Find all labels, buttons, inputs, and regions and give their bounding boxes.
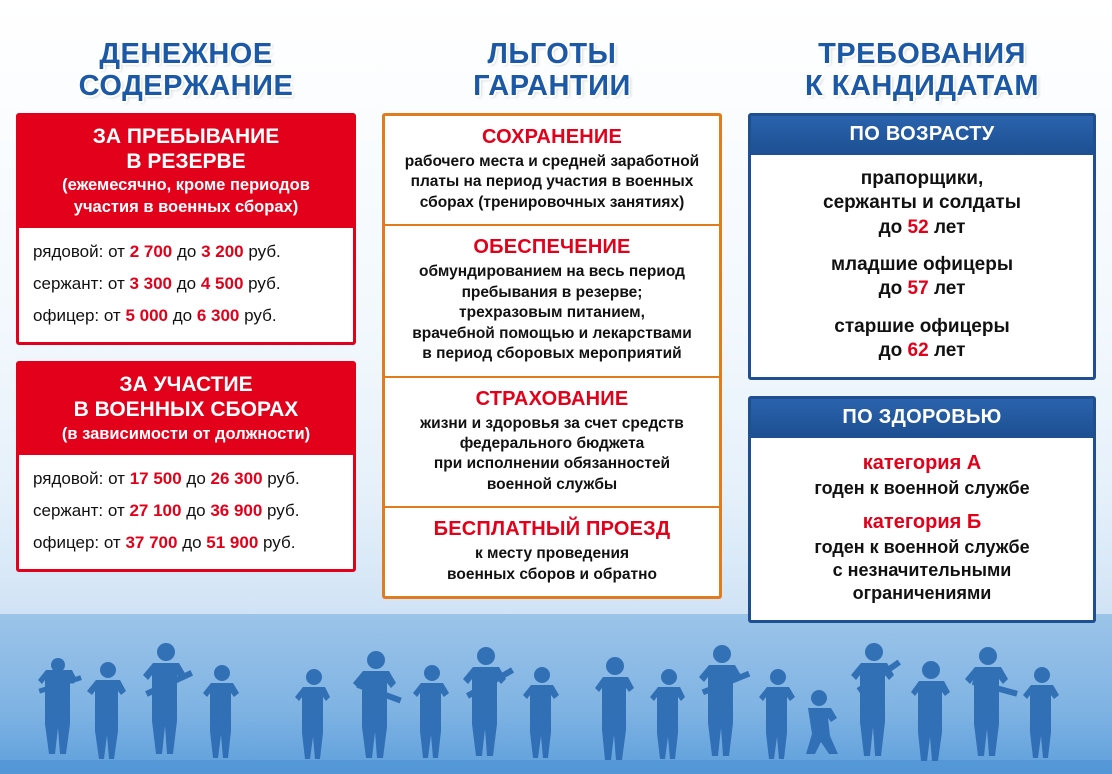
pay-row-amount-to: 36 900 — [210, 501, 263, 521]
benefit-text — [393, 262, 711, 364]
column-money-title-line2: СОДЕРЖАНИЕ — [78, 70, 294, 103]
pay-row-amount-from: 3 300 — [129, 274, 173, 294]
benefit-text — [393, 544, 711, 585]
pay-row-label: рядовой: от — [33, 242, 125, 262]
benefit-text — [393, 414, 711, 496]
age-group — [761, 167, 1083, 240]
benefit-block-insurance — [385, 378, 719, 509]
age-group-limit — [761, 339, 1083, 363]
card-reserve-pay — [16, 113, 356, 345]
pay-row — [29, 463, 343, 495]
pay-row-amount-to: 26 300 — [210, 469, 263, 489]
pay-row-amount-to: 4 500 — [200, 274, 244, 294]
pay-row-amount-from: 17 500 — [129, 469, 182, 489]
card-age-requirements-header: ПО ВОЗРАСТУ — [751, 116, 1093, 155]
age-limit-number: 57 — [907, 278, 929, 300]
card-training-pay-header — [19, 364, 353, 455]
benefit-line: рабочего места и средней заработной — [404, 152, 700, 170]
benefit-line: обмундированием на весь период — [419, 263, 685, 281]
column-benefits-title-line2: ГАРАНТИИ — [473, 70, 631, 103]
benefit-line: в период сборовых мероприятий — [422, 345, 682, 363]
benefit-line: врачебной помощью и лекарствами — [412, 324, 692, 342]
card-health-requirements-body — [751, 438, 1093, 620]
column-money-title-line1: ДЕНЕЖНОЕ — [99, 38, 273, 70]
benefit-line: к месту проведения — [474, 545, 630, 563]
benefit-line: при исполнении обязанностей — [433, 455, 671, 473]
age-limit-prefix: до — [878, 216, 903, 238]
column-benefits-title — [382, 38, 722, 103]
benefit-title: БЕСПЛАТНЫЙ ПРОЕЗД — [433, 518, 671, 541]
pay-row-mid: до — [182, 533, 202, 553]
benefit-line: жизни и здоровья за счет средств — [420, 414, 684, 432]
card-age-requirements — [748, 113, 1096, 380]
benefit-block-provision — [385, 226, 719, 377]
health-group-a — [761, 450, 1083, 500]
benefit-title: СОХРАНЕНИЕ — [481, 125, 623, 148]
benefit-line: федерального бюджета — [459, 435, 645, 453]
column-benefits-title-line1: ЛЬГОТЫ — [487, 38, 617, 70]
pay-row-mid: до — [172, 306, 193, 326]
card-training-pay-header-line2: В ВОЕННЫХ СБОРАХ — [73, 398, 299, 422]
age-group-limit — [761, 216, 1083, 240]
pay-row-amount-from: 37 700 — [125, 533, 178, 553]
age-limit-number: 52 — [907, 216, 929, 238]
age-limit-prefix: до — [878, 339, 903, 361]
pay-row-suffix: руб. — [248, 274, 281, 294]
health-group-b — [761, 509, 1083, 606]
age-limit-suffix: лет — [933, 216, 966, 238]
age-group-who-line1: старшие офицеры — [834, 315, 1010, 337]
pay-row-amount-from: 2 700 — [129, 242, 173, 262]
age-group-who-line1: младшие офицеры — [830, 253, 1014, 275]
card-training-pay-body — [19, 455, 353, 569]
card-reserve-pay-header — [19, 116, 353, 228]
pay-row — [29, 300, 343, 332]
pay-row-suffix: руб. — [267, 501, 300, 521]
benefit-line: военных сборов и обратно — [447, 565, 657, 583]
column-benefits — [382, 0, 722, 599]
pay-row-label: сержант: от — [33, 501, 125, 521]
benefit-block-free-travel — [385, 508, 719, 596]
benefit-line: пребывания в резерве; — [461, 283, 643, 301]
age-limit-number: 62 — [907, 339, 929, 361]
benefit-line: военной службы — [486, 475, 618, 493]
card-health-requirements-header: ПО ЗДОРОВЬЮ — [751, 399, 1093, 438]
column-requirements — [748, 0, 1096, 639]
age-limit-suffix: лет — [933, 339, 966, 361]
pay-row-mid: до — [176, 274, 197, 294]
column-requirements-title — [748, 38, 1096, 103]
pay-row — [29, 236, 343, 268]
benefit-title: СТРАХОВАНИЕ — [475, 387, 629, 410]
age-group-who-line1: прапорщики, — [860, 167, 984, 189]
pay-row-amount-to: 3 200 — [201, 242, 244, 262]
column-requirements-title-line1: ТРЕБОВАНИЯ — [818, 38, 1026, 70]
pay-row — [29, 268, 343, 300]
pay-row-mid: до — [186, 501, 206, 521]
column-money-title — [16, 38, 356, 103]
pay-row-label: сержант: от — [33, 274, 125, 294]
pay-row-suffix: руб. — [267, 469, 300, 489]
health-category: категория А — [862, 452, 982, 475]
pay-row-suffix: руб. — [248, 242, 281, 262]
pay-row-amount-to: 6 300 — [196, 306, 240, 326]
health-category: категория Б — [862, 510, 982, 533]
age-limit-prefix: до — [878, 278, 903, 300]
benefit-line: платы на период участия в военных — [410, 173, 694, 191]
card-benefits — [382, 113, 722, 599]
pay-row — [29, 527, 343, 559]
pay-row — [29, 495, 343, 527]
health-desc-line1: годен к военной службе — [814, 536, 1030, 557]
card-training-pay-header-line1: ЗА УЧАСТИЕ — [119, 373, 253, 397]
benefit-text — [393, 152, 711, 213]
pay-row-amount-to: 51 900 — [206, 533, 259, 553]
age-group — [761, 253, 1083, 302]
pay-row-amount-from: 5 000 — [125, 306, 168, 326]
health-desc-line1: годен к военной службе — [814, 478, 1030, 499]
pay-row-mid: до — [186, 469, 206, 489]
health-desc-line3: ограничениями — [852, 583, 992, 604]
card-reserve-pay-header-line1: ЗА ПРЕБЫВАНИЕ — [92, 124, 280, 148]
pay-row-label: рядовой: от — [33, 469, 125, 489]
pay-row-label: офицер: от — [33, 533, 121, 553]
benefit-title: ОБЕСПЕЧЕНИЕ — [473, 236, 631, 259]
card-reserve-pay-header-sub2: участия в военных сборах) — [73, 197, 299, 216]
column-requirements-title-line2: К КАНДИДАТАМ — [805, 70, 1039, 103]
health-desc-line2: с незначительными — [832, 559, 1012, 580]
pay-row-amount-from: 27 100 — [129, 501, 182, 521]
age-group-who-line2: сержанты и солдаты — [823, 192, 1021, 214]
column-money — [16, 0, 356, 588]
card-reserve-pay-body — [19, 228, 353, 342]
benefit-block-preservation — [385, 116, 719, 226]
age-group — [761, 315, 1083, 364]
benefit-line: сборах (тренировочных занятиях) — [419, 193, 685, 211]
pay-row-suffix: руб. — [263, 533, 296, 553]
pay-row-suffix: руб. — [244, 306, 277, 326]
card-health-requirements — [748, 396, 1096, 623]
age-limit-suffix: лет — [933, 278, 966, 300]
age-group-limit — [761, 277, 1083, 301]
card-reserve-pay-header-sub1: (ежемесячно, кроме периодов — [62, 176, 310, 195]
card-training-pay — [16, 361, 356, 572]
pay-row-label: офицер: от — [33, 306, 121, 326]
benefit-line: трехразовым питанием, — [459, 304, 645, 322]
pay-row-mid: до — [176, 242, 197, 262]
card-reserve-pay-header-line2: В РЕЗЕРВЕ — [126, 149, 246, 173]
card-training-pay-header-sub1: (в зависимости от должности) — [61, 424, 311, 443]
card-age-requirements-body — [751, 155, 1093, 377]
